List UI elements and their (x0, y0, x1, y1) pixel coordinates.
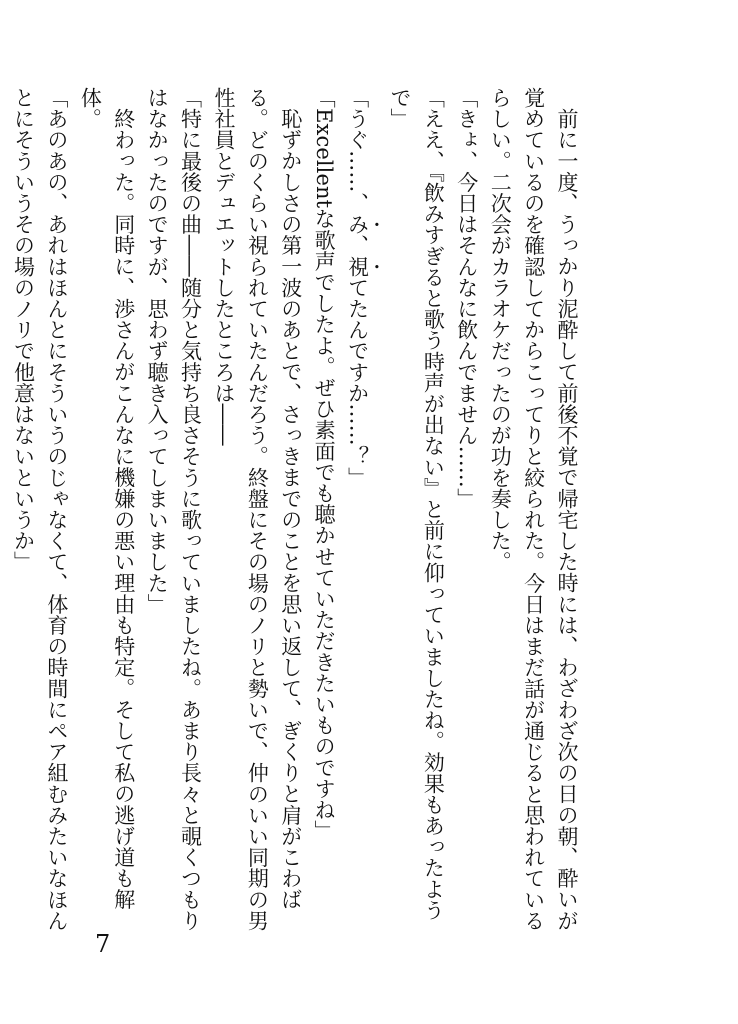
text-segment: 終わった。同時に、渉さんがこんなに機嫌の悪い理由も特定。そして私の逃げ道も解体。 (78, 87, 136, 910)
paragraph-narration-3 (73, 87, 140, 932)
page-number: 7 (95, 930, 111, 958)
emphasis-mark-text: 視 (345, 255, 370, 277)
emphasis-mark-text: み (345, 213, 370, 235)
paragraph-narration-2 (207, 87, 307, 932)
dialogue-line-3 (340, 87, 382, 932)
novel-text (6, 87, 583, 932)
dialogue-line-4 (307, 87, 340, 932)
dialogue-line-6 (6, 87, 73, 932)
text-segment: てたんですか……？」 (345, 276, 370, 488)
text-segment: 「特に最後の曲――随分と気持ち良さそうに歌っていましたね。あまり長々と覗くつもりはなかったのですが、思わず聴き入ってしまいました」 (145, 87, 203, 931)
text-segment: 恥ずかしさの第一波のあとで、さっきまでのことを思い返して、ぎくりと肩がこわばる。どのくらい視られていたんだろう。終盤にその場のノリと勢いで、仲のいい同期の男性社員とデュエットしたところは―― (211, 87, 303, 931)
text-segment: 「Excellentな歌声でしたよ。ぜひ素面でも聴かせていただきたいものですね」 (312, 87, 337, 842)
text-segment: 「うぐ……、 (345, 87, 370, 214)
dialogue-line-1 (449, 87, 482, 932)
text-segment: 「きょ、今日はそんなに飲んでません……」 (454, 87, 479, 509)
dialogue-line-2 (383, 87, 450, 932)
text-segment: 「あのあの、あれはほんとにそういうのじゃなくて、体育の時間にペア組むみたいなほんとにそういうその場のノリで他意はないというか」 (11, 87, 69, 931)
text-segment: 前に一度、うっかり泥酔して前後不覚で帰宅した時には、わざわざ次の日の朝、酔いが覚めているのを確認してからこってりと絞られた。今日はまだ話が通じると思われているらしい。二次会がカラオケだったのが功を奏した。 (488, 87, 579, 931)
dialogue-line-5 (140, 87, 207, 932)
text-segment: 、 (345, 234, 370, 256)
paragraph-narration-1 (483, 87, 583, 932)
text-segment: 「ええ、『飲みすぎると歌う時声が出ない』と前に仰っていましたね。効果もあったようで」 (387, 87, 446, 921)
